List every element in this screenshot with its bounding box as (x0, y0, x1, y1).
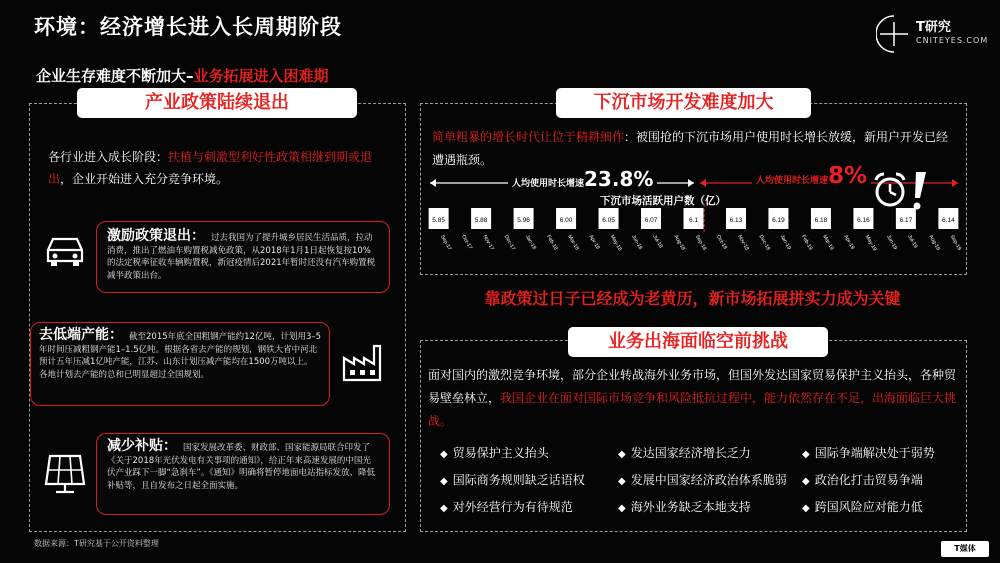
chart-tick-label: Aug-18 (672, 234, 687, 252)
challenge-item: ◆ 跨国风险应对能力低 (802, 498, 923, 518)
chart-value-label: 5.88 (474, 217, 488, 224)
overseas-text-red: 我国企业在面对国际市场竞争和风险抵抗过程中，能力依然存在不足，出海面临巨大挑战。 (428, 391, 957, 428)
intro-text-a: 各行业进入成长阶段： (48, 150, 169, 164)
chart-tick-label: May-18 (608, 234, 623, 252)
card-body: 截至2015年底全国粗钢产能约12亿吨，计划用3–5年时间压减粗钢产能1–1.5亿吨。根据各省去产能的规划，钢铁大省中河北预计五年压减1亿吨产能，江苏、山东计划压减产能均在1500万吨以上。各地计划去产能的总和已明显超过全国规划。 (39, 332, 322, 380)
card-body: 国家发展改革委、财政部、国家能源局联合印发了《关于2018年光伏发电有关事项的通知》，给正年来高速发展的中国光伏产业踩下一脚“急刹车”。《通知》明确将暂停地面电站指标发放、降低补贴等，且自发布之日起全面实施。 (107, 443, 376, 491)
factory-icon (340, 338, 386, 384)
subtitle-main: 企业生存难度不断加大– (36, 67, 194, 85)
chart-tick-label: Mar-18 (566, 234, 580, 252)
chart-tick-label: Dec-17 (502, 234, 517, 252)
chart-value-label: 6.18 (814, 217, 828, 224)
chart-value-label: 6.05 (602, 217, 615, 224)
stat-label: 人均使用时长增速 (512, 179, 585, 189)
challenge-item: ◆ 发达国家经济增长乏力 (618, 444, 751, 464)
chart-tick-label: May-19 (863, 234, 878, 252)
chart-tick-label: Oct-18 (715, 234, 728, 251)
stat-value: 23.8% (584, 167, 654, 191)
subsidy-reduction-card (96, 433, 390, 515)
chart-value-label: 6.14 (942, 217, 955, 224)
chart-tick-label: Jan-19 (778, 234, 792, 251)
capacity-reduction-card (30, 322, 330, 406)
chart-tick-label: Sep-17 (438, 234, 453, 252)
chart-tick-label: Jul-19 (906, 234, 919, 250)
incentive-policy-card (96, 221, 390, 293)
subtitle-emphasis: 业务拓展进入困难期 (193, 67, 329, 85)
chart-tick-label: Mar-19 (821, 234, 835, 252)
card-heading: 去低端产能： (39, 327, 123, 343)
challenge-item: ◆ 海外业务缺乏本地支持 (618, 498, 751, 518)
challenge-item: ◆ 国际争端解决处于弱势 (802, 444, 935, 464)
chart-tick-label: Apr-19 (842, 234, 856, 251)
lower-tier-market-text (432, 126, 957, 172)
challenge-item: ◆ 对外经营行为有待规范 (440, 498, 573, 518)
section-subtitle (36, 65, 329, 86)
chart-value-label: 6.19 (772, 217, 785, 224)
chart-value-label: 6.07 (644, 217, 658, 224)
solar-panel-icon (42, 450, 88, 496)
page-title: 环境：经济增长进入长周期阶段 (34, 15, 342, 39)
chart-title: 下沉市场活跃用户数（亿） (600, 195, 726, 207)
challenge-item: ◆ 政治化打击贸易争端 (802, 471, 923, 491)
chart-tick-label: Nov-18 (736, 234, 750, 252)
brand-logo (876, 14, 989, 60)
overseas-business-text (428, 364, 958, 433)
logo-domain: CNITEYES.COM (916, 36, 989, 45)
growth-stat-2 (752, 163, 871, 189)
data-source: 数据来源：T研究基于公开资料整理 (34, 539, 159, 548)
chart-tick-label: Feb-18 (545, 234, 559, 252)
chart-tick-label: Aug-19 (927, 234, 941, 252)
logo-mark-icon (876, 14, 912, 54)
corner-logo: T媒体 (941, 541, 989, 557)
chart-tick-label: Sep-19 (948, 234, 963, 252)
chart-value-label: 5.85 (432, 217, 445, 224)
intro-text-red: 扶植与刺激型利好性政策相继到期或退出 (48, 150, 373, 186)
card-heading: 激励政策退出： (107, 228, 205, 244)
card-body: 过去我国为了提升城乡居民生活品质，拉动消费，推出了燃油车购置税减免政策，从2018年1月1日起恢复按10%的法定税率征收车辆购置税，新冠疫情后2021年暂时还没有汽车购置税减半政策出台。 (107, 233, 376, 281)
chart-tick-label: Jun-19 (884, 234, 899, 251)
chart-tick-label: Dec-18 (757, 234, 772, 252)
car-icon (42, 226, 88, 272)
chart-tick-label: Jan-18 (523, 234, 537, 251)
chart-tick-label: Oct-17 (460, 234, 474, 251)
logo-text: T研究 (916, 20, 951, 35)
chart-value-label: 6.00 (559, 217, 573, 224)
chart-value-label: 6.16 (857, 217, 870, 224)
chart-tick-label: Nov-17 (481, 234, 495, 252)
challenge-item: ◆ 贸易保护主义抬头 (440, 444, 549, 464)
chart-tick-label: Jul-18 (651, 234, 664, 250)
chart-value-label: 6.17 (899, 217, 913, 224)
overseas-text-white: 面对国内的激烈竞争环境，部分企业转战海外业务市场，但国外发达国家贸易保护主义抬头，各种贸易壁垒林立， (428, 368, 957, 405)
industry-policy-heading: 产业政策陆续退出 (77, 88, 357, 118)
chart-value-label: 6.13 (729, 217, 743, 224)
market-text-white: ：被围抢的下沉市场用户使用时长增长放缓，新用户开发已经遭遇瓶颈。 (432, 130, 949, 167)
challenge-item: ◆ 发展中国家经济政治体系脆弱 (618, 471, 787, 491)
stat-value: 8% (828, 163, 868, 189)
chart-tick-label: Feb-19 (799, 234, 814, 252)
card-heading: 减少补贴： (107, 438, 177, 454)
intro-text-b: ，企业开始进入充分竞争环境。 (60, 172, 229, 186)
industry-intro (48, 146, 388, 190)
overseas-business-heading: 业务出海面临空前挑战 (568, 327, 828, 357)
chart-value-label: 6.1 (688, 217, 699, 224)
market-text-red: 简单粗暴的增长时代让位于精耕细作 (432, 130, 625, 144)
chart-tick-label: Jun-18 (630, 234, 644, 251)
lower-tier-market-heading: 下沉市场开发难度加大 (556, 88, 811, 118)
chart-value-label: 5.96 (517, 217, 530, 224)
chart-tick-label: Apr-18 (587, 234, 601, 251)
stat-label: 人均使用时长增速 (756, 176, 829, 186)
conclusion-text: 靠政策过日子已经成为老黄历，新市场拓展拼实力成为关键 (484, 289, 901, 308)
challenge-item: ◆ 国际商务规则缺乏话语权 (440, 471, 585, 491)
chart-tick-label: Sep-18 (693, 234, 708, 252)
growth-stat-1 (508, 167, 657, 191)
active-users-bar-chart (422, 204, 967, 262)
